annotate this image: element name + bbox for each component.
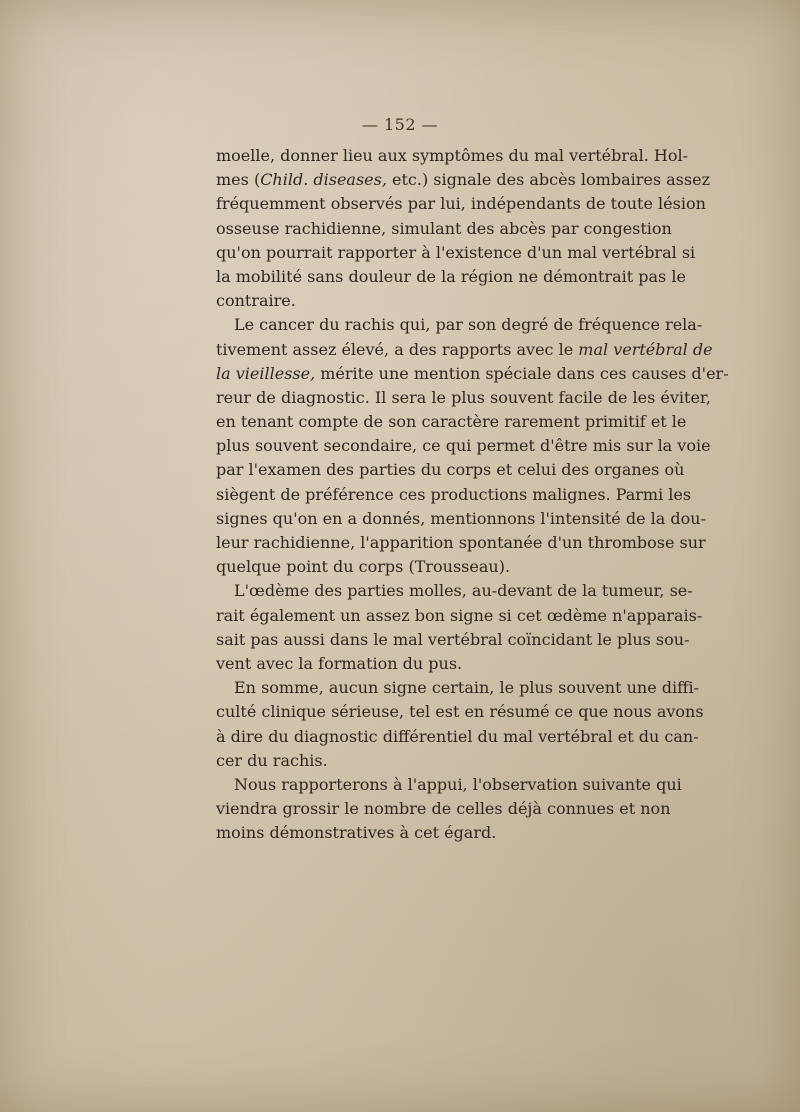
text-line — [216, 725, 699, 749]
text-line — [216, 749, 656, 773]
italic-text: la vieillesse, — [216, 363, 316, 383]
text-line — [216, 338, 713, 362]
text-run: en tenant compte de son caractère rarement primitif et le — [216, 412, 687, 432]
text-run: vent avec la formation du pus. — [216, 653, 463, 673]
text-run: osseuse rachidienne, simulant des abcès par congestion — [216, 218, 672, 238]
text-line — [216, 313, 703, 337]
text-run: par l'examen des parties du corps et celui des organes où — [216, 460, 685, 480]
text-run: siègent de préférence ces productions malignes. Parmi les — [216, 484, 692, 504]
text-line — [216, 265, 686, 289]
text-line — [216, 797, 671, 821]
italic-text: Child. diseases, — [260, 170, 387, 190]
text-run: plus souvent secondaire, ce qui permet d'être mis sur la voie — [216, 436, 711, 456]
text-run: la mobilité sans douleur de la région ne démontrait pas le — [216, 266, 686, 286]
text-run: mérite une mention spéciale dans ces causes d'er- — [315, 363, 729, 383]
text-line — [216, 217, 672, 241]
text-run: tivement assez élevé, a des rapports avec le — [216, 339, 579, 359]
text-line — [216, 628, 690, 652]
text-run: qu'on pourrait rapporter à l'existence d'un mal vertébral si — [216, 242, 696, 262]
text-run: mes ( — [216, 170, 261, 190]
text-run: moins démonstratives à cet égard. — [216, 823, 497, 843]
text-line — [216, 773, 682, 797]
text-run: etc.) signale des abcès lombaires assez — [386, 170, 710, 190]
text-line — [216, 483, 692, 507]
text-line — [216, 700, 704, 724]
text-line — [216, 241, 696, 265]
text-line — [216, 168, 710, 192]
text-run: culté clinique sérieuse, tel est en résumé ce que nous avons — [216, 702, 704, 722]
text-line — [216, 821, 656, 845]
text-line — [216, 555, 656, 579]
text-line — [216, 604, 703, 628]
text-line — [216, 192, 706, 216]
text-run: signes qu'on en a donnés, mentionnons l'intensité de la dou- — [216, 508, 706, 528]
text-line — [216, 144, 688, 168]
body-text — [216, 117, 729, 845]
text-line — [216, 652, 656, 676]
text-line — [216, 676, 699, 700]
text-line — [216, 362, 729, 386]
text-run: cer du rachis. — [216, 750, 328, 770]
text-run: reur de diagnostic. Il sera le plus souvent facile de les éviter, — [216, 387, 711, 407]
text-run: à dire du diagnostic différentiel du mal vertébral et du can- — [216, 726, 699, 746]
text-run: fréquemment observés par lui, indépendants de toute lésion — [216, 194, 706, 214]
text-run: quelque point du corps (Trousseau). — [216, 557, 511, 577]
text-run: sait pas aussi dans le mal vertébral coïncidant le plus sou- — [216, 629, 690, 649]
text-line — [216, 458, 685, 482]
text-line — [216, 507, 706, 531]
text-line — [216, 289, 656, 313]
italic-text: mal vertébral de — [578, 339, 713, 359]
text-lines — [216, 144, 729, 845]
text-run: En somme, aucun signe certain, le plus souvent une diffi- — [234, 678, 699, 698]
text-line — [216, 386, 711, 410]
text-run: rait également un assez bon signe si cet œdème n'apparais- — [216, 605, 703, 625]
text-run: leur rachidienne, l'apparition spontanée d'un thrombose sur — [216, 533, 706, 552]
text-line — [216, 579, 693, 603]
text-run: Nous rapporterons à l'appui, l'observation suivante qui — [234, 774, 682, 794]
text-line — [216, 410, 687, 434]
page-number: — 152 — — [361, 115, 439, 134]
text-line — [216, 531, 706, 555]
text-run: contraire. — [216, 291, 296, 311]
text-run: Le cancer du rachis qui, par son degré de fréquence rela- — [234, 315, 703, 335]
text-run: viendra grossir le nombre de celles déjà connues et non — [216, 799, 671, 819]
text-run: L'œdème des parties molles, au-devant de la tumeur, se- — [234, 581, 693, 601]
text-run: moelle, donner lieu aux symptômes du mal vertébral. Hol- — [216, 146, 688, 165]
text-line — [216, 434, 711, 458]
